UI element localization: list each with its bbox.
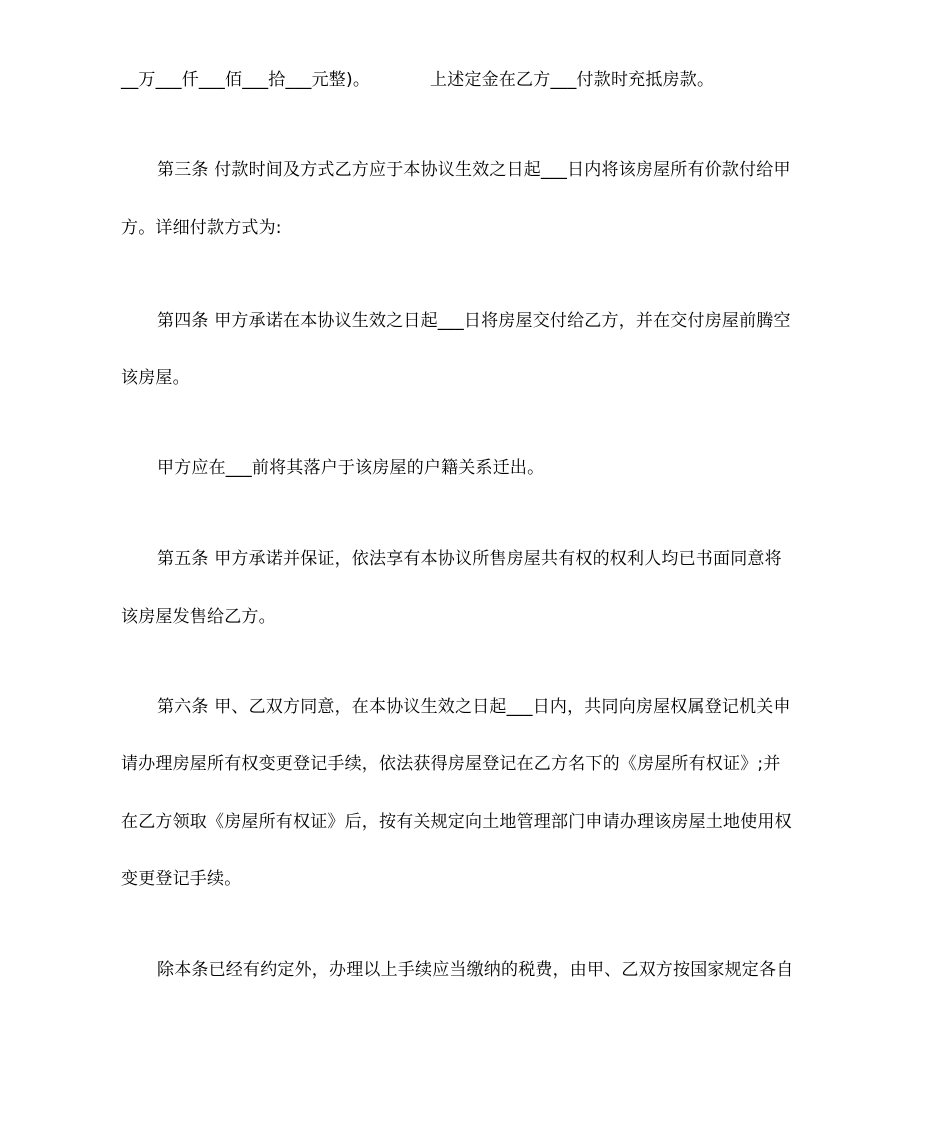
article-4-line-1: 第四条 甲方承诺在本协议生效之日起___日将房屋交付给乙方，并在交付房屋前腾空	[157, 311, 791, 331]
article-4-paragraph-2: 甲方应在___前将其落户于该房屋的户籍关系迁出。	[157, 458, 545, 478]
article-5-line-2: 该房屋发售给乙方。	[121, 607, 276, 627]
text-line-1	[121, 68, 833, 92]
article-6-line-1: 第六条 甲、乙双方同意，在本协议生效之日起___日内，共同向房屋权属登记机关申	[157, 697, 791, 717]
article-4-line-2: 该房屋。	[121, 368, 190, 388]
text-line-1-part-b: 上述定金在乙方___付款时充抵房款。	[430, 70, 715, 90]
text-line-1-part-a: __万___仟___佰___拾___元整)。	[121, 70, 371, 90]
article-6-line-4: 变更登记手续。	[121, 869, 242, 889]
article-3-line-1: 第三条 付款时间及方式乙方应于本协议生效之日起___日内将该房屋所有价款付给甲	[157, 160, 791, 180]
article-5-line-1: 第五条 甲方承诺并保证，依法享有本协议所售房屋共有权的权利人均已书面同意将	[157, 549, 782, 569]
article-6-line-2: 请办理房屋所有权变更登记手续，依法获得房屋登记在乙方名下的《房屋所有权证》;并	[121, 754, 781, 774]
article-6-paragraph-2-line-1: 除本条已经有约定外，办理以上手续应当缴纳的税费，由甲、乙双方按国家规定各自	[157, 960, 794, 980]
article-6-line-3: 在乙方领取《房屋所有权证》后，按有关规定向土地管理部门申请办理该房屋土地使用权	[121, 812, 792, 832]
article-3-line-2: 方。详细付款方式为:	[121, 218, 282, 238]
